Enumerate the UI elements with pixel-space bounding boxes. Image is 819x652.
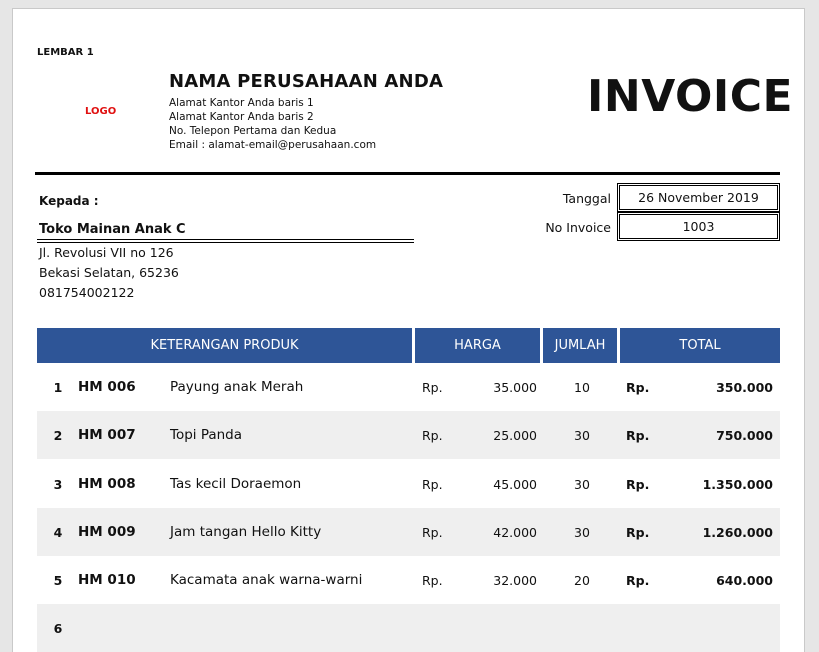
invoice-number-value: 1003 [682,219,715,234]
product-code: HM 006 [78,379,136,395]
unit-price: 35.000 [493,379,537,395]
header-divider [35,172,780,175]
row-number: 3 [53,476,63,492]
line-total: 640.000 [716,572,773,588]
customer-address-line-1: Jl. Revolusi VII no 126 [39,245,174,260]
row-number: 4 [53,524,63,540]
total-currency: Rp. [626,524,650,540]
unit-price: 45.000 [493,476,537,492]
quantity: 20 [574,572,590,588]
total-currency: Rp. [626,427,650,443]
table-row [37,411,780,459]
price-currency: Rp. [422,379,443,395]
invoice-number-label: No Invoice [545,220,611,235]
line-total: 750.000 [716,427,773,443]
quantity: 30 [574,427,590,443]
line-total: 1.260.000 [702,524,773,540]
row-number: 1 [53,379,63,395]
total-currency: Rp. [626,572,650,588]
date-field[interactable] [617,183,780,212]
price-currency: Rp. [422,476,443,492]
price-currency: Rp. [422,524,443,540]
company-logo: LOGO [85,106,117,117]
product-code: HM 009 [78,524,136,540]
company-name: NAMA PERUSAHAAN ANDA [169,71,444,92]
line-total [677,604,773,652]
unit-price: 42.000 [493,524,537,540]
column-header-total: TOTAL [620,328,780,363]
product-description: Kacamata anak warna-warni [170,572,363,588]
column-header-description: KETERANGAN PRODUK [37,328,412,363]
quantity: 30 [574,524,590,540]
table-row [37,556,780,604]
quantity: 10 [574,379,590,395]
product-description: Topi Panda [170,427,243,443]
table-row [37,460,780,508]
product-code: HM 010 [78,572,136,588]
quantity [547,604,617,652]
unit-price: 25.000 [493,427,537,443]
product-code: HM 007 [78,427,136,443]
total-currency: Rp. [626,476,650,492]
quantity: 30 [574,476,590,492]
table-row [37,604,780,652]
recipient-label: Kepada : [39,194,99,208]
table-row [37,508,780,556]
price-currency: Rp. [422,427,443,443]
product-description: Tas kecil Doraemon [170,476,302,492]
date-value: 26 November 2019 [638,190,759,205]
row-number: 6 [53,620,63,636]
invoice-title: INVOICE [587,71,794,122]
product-description: Jam tangan Hello Kitty [170,524,322,540]
sheet-label: LEMBAR 1 [37,47,94,58]
company-email: Email : alamat-email@perusahaan.com [169,139,377,151]
product-description: Payung anak Merah [170,379,304,395]
table-row [37,363,780,411]
line-total: 1.350.000 [702,476,773,492]
unit-price: 32.000 [493,572,537,588]
column-header-price: HARGA [415,328,540,363]
line-total: 350.000 [716,379,773,395]
date-label: Tanggal [562,191,611,206]
invoice-page [12,8,805,652]
price-currency: Rp. [422,572,443,588]
row-number: 5 [53,572,63,588]
invoice-number-field[interactable] [617,212,780,241]
company-address-line-2: Alamat Kantor Anda baris 2 [169,111,314,123]
unit-price [477,604,537,652]
company-phone: No. Telepon Pertama dan Kedua [169,125,337,137]
total-currency: Rp. [626,379,650,395]
customer-name: Toko Mainan Anak C [39,222,186,237]
column-header-quantity: JUMLAH [543,328,617,363]
customer-name-underline [37,239,414,243]
customer-phone: 081754002122 [39,285,135,300]
product-code: HM 008 [78,476,136,492]
customer-address-line-2: Bekasi Selatan, 65236 [39,265,179,280]
company-address-line-1: Alamat Kantor Anda baris 1 [169,97,314,109]
row-number: 2 [53,427,63,443]
